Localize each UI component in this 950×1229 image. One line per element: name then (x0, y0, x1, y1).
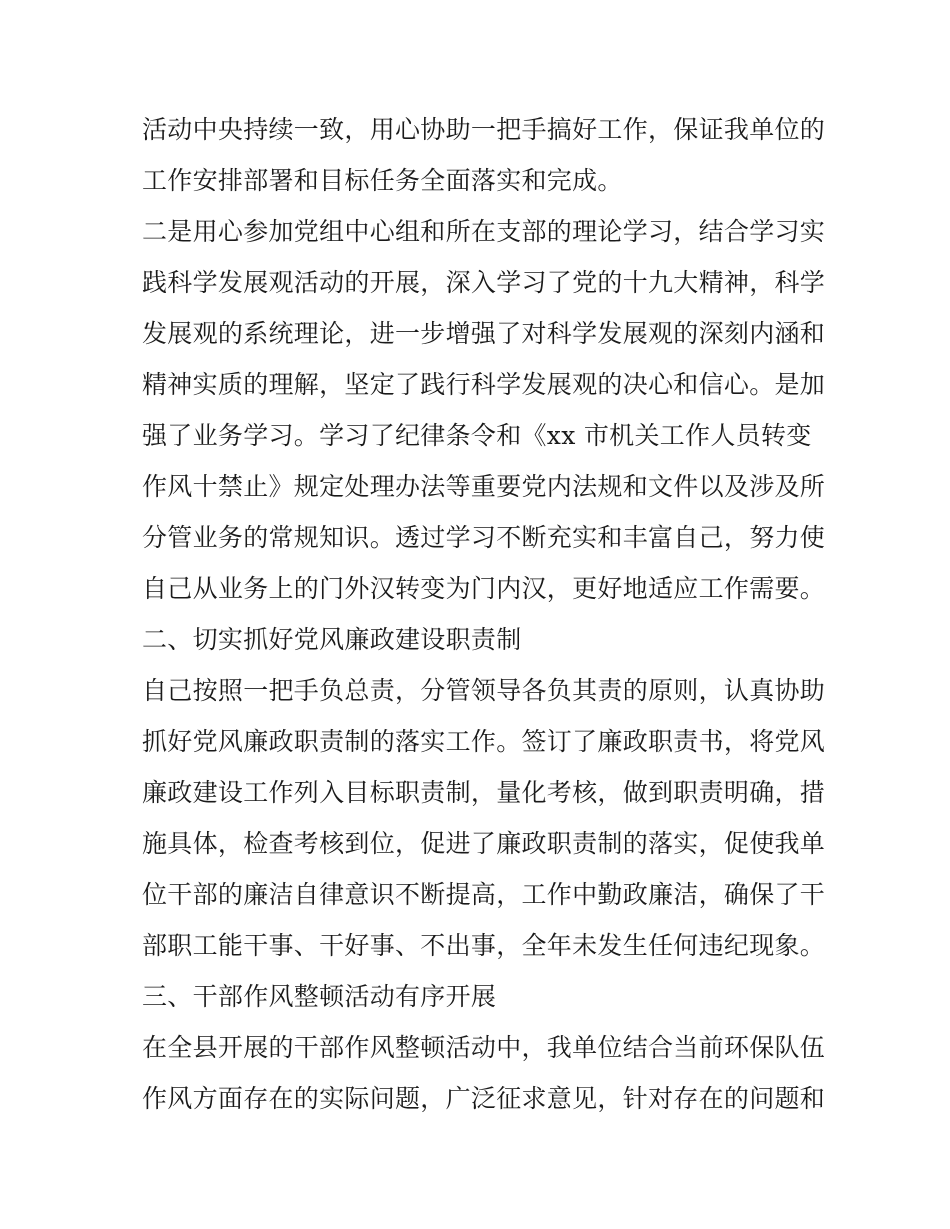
text-line: 位干部的廉洁自律意识不断提高，工作中勤政廉洁，确保了干 (142, 880, 826, 909)
text-line: 作风十禁止》规定处理办法等重要党内法规和文件以及涉及所 (142, 472, 826, 501)
text-line: 强了业务学习。学习了纪律条令和《xx 市机关工作人员转变 (142, 421, 812, 450)
document-body (142, 104, 826, 1124)
section-heading: 二、切实抓好党风廉政建设职责制 (142, 625, 522, 654)
text-line: 廉政建设工作列入目标职责制，量化考核，做到职责明确，措 (142, 778, 826, 807)
text-line: 践科学发展观活动的开展，深入学习了党的十九大精神，科学 (142, 268, 826, 297)
text-line: 活动中央持续一致，用心协助一把手搞好工作，保证我单位的 (142, 115, 826, 144)
text-line: 发展观的系统理论，进一步增强了对科学发展观的深刻内涵和 (142, 319, 826, 348)
text-line: 在全县开展的干部作风整顿活动中，我单位结合当前环保队伍 (142, 1033, 826, 1062)
text-line: 二是用心参加党组中心组和所在支部的理论学习，结合学习实 (142, 217, 826, 246)
text-line: 部职工能干事、干好事、不出事，全年未发生任何违纪现象。 (142, 931, 826, 960)
text-line: 分管业务的常规知识。透过学习不断充实和丰富自己，努力使 (142, 523, 826, 552)
text-line: 施具体，检查考核到位，促进了廉政职责制的落实，促使我单 (142, 829, 826, 858)
section-heading: 三、干部作风整顿活动有序开展 (142, 982, 497, 1011)
text-line: 自己按照一把手负总责，分管领导各负其责的原则，认真协助 (142, 676, 826, 705)
text-line: 抓好党风廉政职责制的落实工作。签订了廉政职责书，将党风 (142, 727, 826, 756)
text-line: 作风方面存在的实际问题，广泛征求意见，针对存在的问题和 (142, 1084, 826, 1113)
text-line: 自己从业务上的门外汉转变为门内汉，更好地适应工作需要。 (142, 574, 826, 603)
text-line: 精神实质的理解，坚定了践行科学发展观的决心和信心。是加 (142, 370, 826, 399)
text-line: 工作安排部署和目标任务全面落实和完成。 (142, 166, 623, 195)
